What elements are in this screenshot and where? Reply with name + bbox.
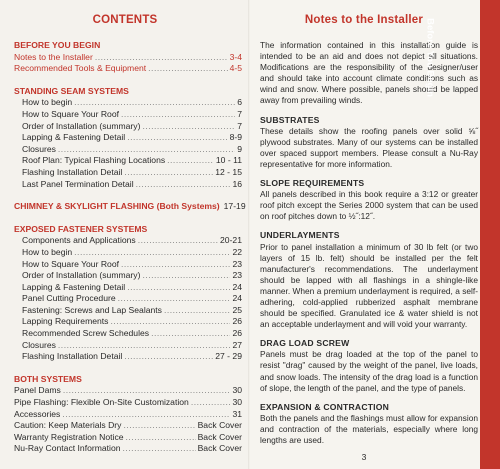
toc-entry[interactable]: How to Square Your Roof ..... 23 — [14, 259, 242, 271]
toc-section-heading: BOTH SYSTEMS — [14, 373, 82, 384]
section-heading-underlayments: UNDERLAYMENTS — [260, 230, 340, 241]
page-number: 3 — [361, 452, 367, 462]
section-heading-drag-load: DRAG LOAD SCREW — [260, 338, 350, 349]
notes-title: Notes to the Installer — [304, 14, 424, 26]
toc-entry[interactable]: Nu-Ray Contact Information ..... Back Cover — [14, 443, 242, 455]
section-body-expansion: Both the panels and the flashings must allow for expansion and contraction of the materials, especially where long lengths are used. — [260, 412, 478, 445]
toc-entry[interactable]: Last Panel Termination Detail ..... 16 — [14, 179, 242, 191]
toc-entry[interactable]: Lapping & Fastening Detail ..... 8-9 — [14, 132, 242, 144]
table-of-contents — [14, 40, 246, 455]
toc-entry[interactable]: Panel Dams ..... 30 — [14, 385, 242, 397]
toc-entry-chimney-skylight[interactable]: CHIMNEY & SKYLIGHT FLASHING (Both Systems) 17-19 — [14, 201, 246, 212]
toc-entry[interactable]: Closures ..... 9 — [14, 144, 242, 156]
toc-entry[interactable]: Warranty Registration Notice ..... Back Cover — [14, 432, 242, 444]
toc-entry[interactable]: Panel Cutting Procedure ..... 24 — [14, 293, 242, 305]
toc-entry[interactable]: Order of Installation (summary) ..... 23 — [14, 270, 242, 282]
toc-entry[interactable]: Lapping & Fastening Detail ..... 24 — [14, 282, 242, 294]
section-tab-label: Before You Begin — [424, 18, 436, 97]
toc-entry[interactable]: Roof Plan: Typical Flashing Locations ..... 10 - 11 — [14, 155, 242, 167]
section-heading-substrates: SUBSTRATES — [260, 114, 320, 125]
toc-entry[interactable]: How to Square Your Roof ..... 7 — [14, 109, 242, 121]
section-body-slope: All panels described in this book require a 3:12 or greater roof pitch except the Series 2000 system that can be used on roof pitches down to ½˝:12˝. — [260, 189, 478, 222]
section-body-drag-load: Panels must be drag loaded at the top of the panel to resist "drag" caused by the weight of the panel, live loads, and snow loads. The intensity of the drag load is a function of slope, the length of the panel, and the type of panels. — [260, 349, 478, 393]
section-body-substrates: These details show the roofing panels over solid ⅝˝ plywood substrates. Many of our systems can be installed over spaced support members. Please consult a Nu-Ray representative for more information. — [260, 125, 478, 169]
toc-section-heading: BEFORE YOU BEGIN — [14, 40, 101, 50]
toc-entry[interactable]: Pipe Flashing: Flexible On-Site Customization ..... 30 — [14, 397, 242, 409]
contents-title: CONTENTS — [92, 14, 158, 26]
toc-entry[interactable]: Accessories ..... 31 — [14, 409, 242, 421]
toc-entry[interactable]: Recommended Screw Schedules ..... 26 — [14, 328, 242, 340]
toc-entry-recommended-tools[interactable]: Recommended Tools & Equipment ..... 4-5 — [14, 63, 242, 75]
notes-intro: The information contained in this installation guide is intended to be an aid and does not depict all situations. Modifications are the responsibility of the designer/user and should take into account climate conditions such as wind and snow. Where possible, panels should be lapped away from prevailing winds. — [260, 40, 478, 106]
toc-section-heading: STANDING SEAM SYSTEMS — [14, 85, 129, 96]
toc-entry[interactable]: Closures ..... 27 — [14, 340, 242, 352]
toc-section-heading: EXPOSED FASTENER SYSTEMS — [14, 223, 148, 234]
toc-entry[interactable]: Order of Installation (summary) ..... 7 — [14, 121, 242, 133]
toc-entry[interactable]: Caution: Keep Materials Dry ..... Back Cover — [14, 420, 242, 432]
section-heading-expansion: EXPANSION & CONTRACTION — [260, 401, 390, 412]
toc-entry[interactable]: Flashing Installation Detail ..... 27 - 29 — [14, 351, 242, 363]
toc-entry[interactable]: Lapping Requirements ..... 26 — [14, 316, 242, 328]
section-body-underlayments: Prior to panel installation a minimum of 30 lb felt (or two layers of 15 lb. felt) should be installed per the felt manufacturer's recommendations. The underlayment should be lapped with all flashings in a shingle-like manner. When a premium underlayment is required, a self-adhering, cold-applied rubberized asphalt membrane should be specified. Granulated ice & water shield is not an acceptable underlayment and will void your warranty. — [260, 241, 478, 330]
toc-entry-notes-to-installer[interactable]: Notes to the Installer ..... 3-4 — [14, 52, 242, 64]
toc-entry[interactable]: Flashing Installation Detail ..... 12 - 15 — [14, 167, 242, 179]
section-tab[interactable] — [424, 0, 500, 469]
notes-page — [250, 0, 500, 469]
notes-content — [260, 40, 478, 454]
section-heading-slope: SLOPE REQUIREMENTS — [260, 178, 365, 189]
toc-entry[interactable]: Fastening: Screws and Lap Sealants ..... 25 — [14, 305, 242, 317]
toc-entry[interactable]: How to begin ..... 6 — [14, 97, 242, 109]
toc-entry[interactable]: How to begin ..... 22 — [14, 247, 242, 259]
toc-entry[interactable]: Components and Applications ..... 20-21 — [14, 235, 242, 247]
